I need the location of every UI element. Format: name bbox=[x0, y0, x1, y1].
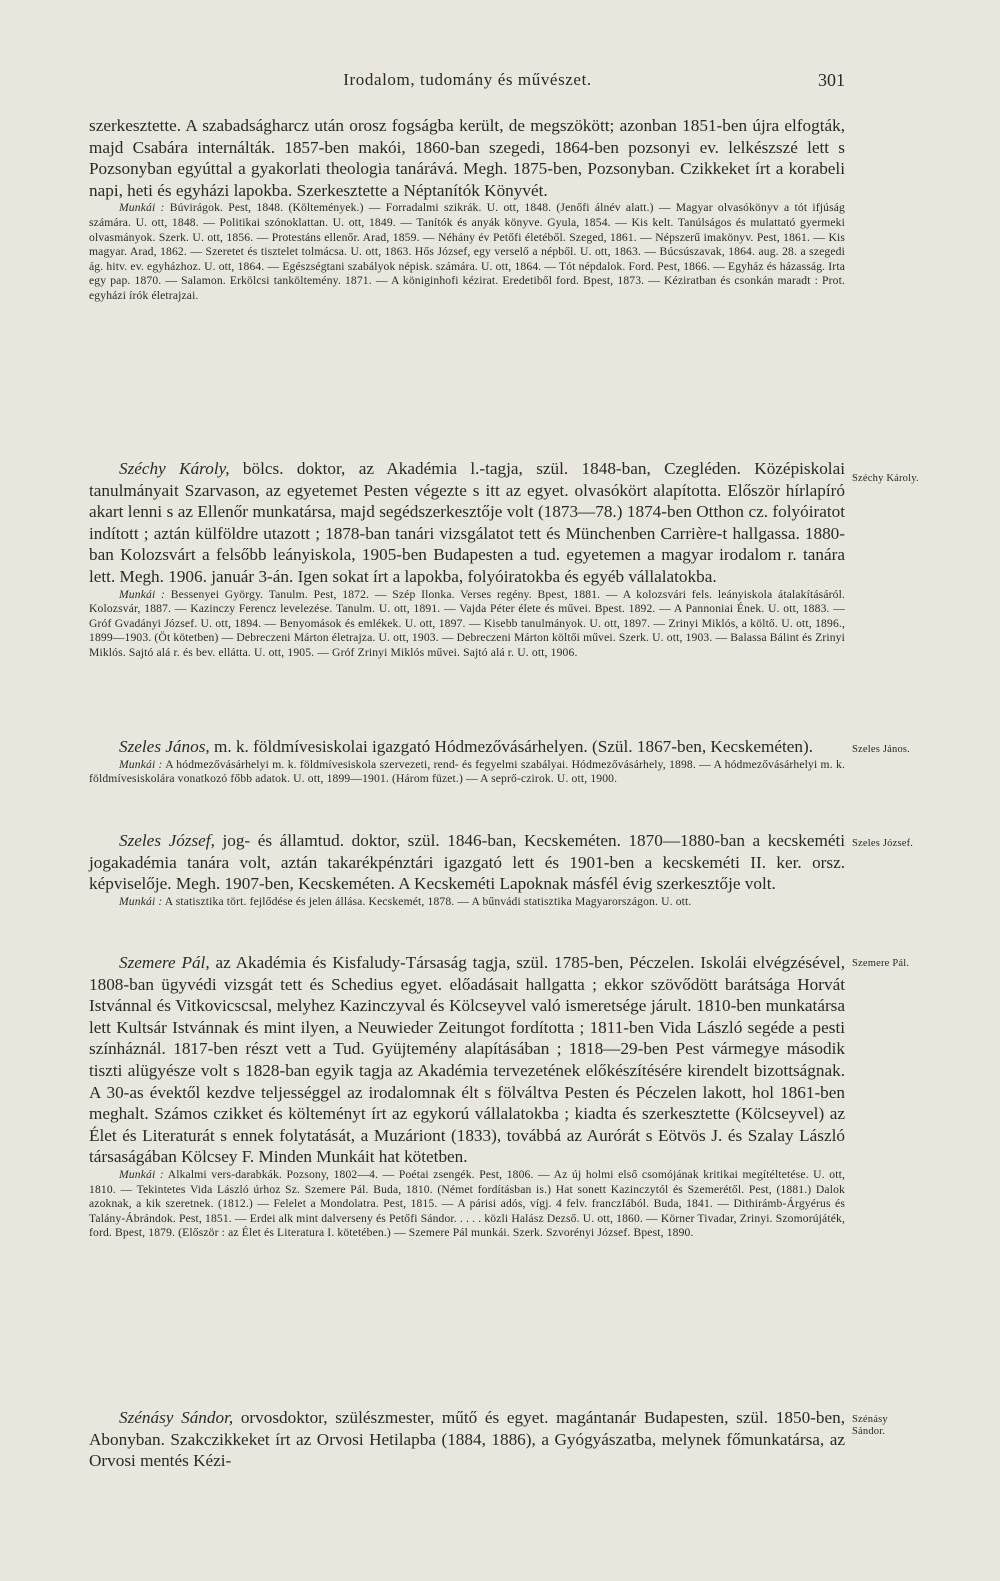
entry-text: bölcs. doktor, az Akadémia l.-tagja, szül. 1848-ban, Czegléden. Középiskolai tanulmányait Szarvason, az egyetemet Pesten végezte s itt az egyet. olvasókört alapította. Először hírlapíró akart lenni s az Ellenőr munkatársa, majd segédszerkesztője volt (1873—78.) 1874-ben Otthon cz. folyóiratot indított ; aztán külföldre utazott ; 1878-ban tanári vizsgálatot tett és Münchenben Carrière-t hallgassa. 1880-ban Kolozsvárt a felsőbb leányiskola, 1905-ben Budapesten a tud. egyetemen a magyar irodalom r. tanára lett. Megh. 1906. január 3-án. Igen sokat írt a lapokba, folyóiratokba és egyéb vállalatokba. bbox=[89, 459, 845, 586]
text-column bbox=[89, 115, 845, 1472]
entry-szeles-janos bbox=[89, 736, 845, 830]
entry-szeles-jozsef bbox=[89, 830, 845, 952]
margin-note-szenasy: Szénásy Sándor. bbox=[852, 1414, 888, 1437]
margin-note-szemere: Szemere Pál. bbox=[852, 958, 910, 969]
works-list bbox=[89, 588, 845, 661]
works-lead: Munkái : bbox=[119, 1167, 164, 1181]
works-text: Alkalmi vers-darabkák. Pozsony, 1802—4. — Poétai zsengék. Pest, 1806. — Az új holmi első csomójának kritikai megítéltetése. U. ott, 1810. — Tekintetes Vida László úrhoz Sz. Szemere Pál. Buda, 1810. (Német fordításban is.) Hat sonett Kazinczytól és Szemerétől. Pest, (1881.) Dalok azoknak, a kik szeretnek. (1812.) — Felelet a Mondolatra. Pest, 1815. — A párisi adós, vígj. 4 felv. franczIából. Buda, 1841. — Dithirámb-Árgyérus és Talány-Ábrándok. Pest, 1851. — Erdei alk mint dalverseny és Petőfi Sándor. . . . . közli Halász Dezső. U. ott, 1860. — Körner Tivadar, Zrinyi. Szomorújáték, ford. Bpest, 1879. (Először : az Élet és Literatura I. kötetében.) — Szemere Pál munkái. Szerk. Szvorényi József. Bpest, 1890. bbox=[89, 1167, 845, 1240]
entry-body bbox=[89, 458, 845, 588]
margin-note-szeles-janos: Szeles János. bbox=[852, 744, 911, 755]
works-lead: Munkái : bbox=[119, 894, 163, 908]
entry-szechy bbox=[89, 458, 845, 736]
entry-body bbox=[89, 830, 845, 895]
entry-name: Szénásy Sándor, bbox=[119, 1408, 234, 1427]
entry-text: jog- és államtud. doktor, szül. 1846-ban, Kecskeméten. 1870—1880-ban a kecskeméti jogakadémia tanára volt, aztán takarékpénztári igazgató lett és 1901-ben a kecskeméti II. ker. orsz. képviselője. Megh. 1907-ben, Kecskeméten. A Kecskeméti Lapoknak másfél évig szerkesztője volt. bbox=[89, 831, 846, 894]
entry-szenasy bbox=[89, 1407, 845, 1472]
works-lead: Munkái : bbox=[119, 201, 165, 215]
margin-note-szechy: Széchy Károly. bbox=[852, 473, 919, 484]
header-title: Irodalom, tudomány és művészet. bbox=[343, 70, 592, 89]
entry-name: Szemere Pál, bbox=[119, 953, 210, 972]
works-text: Bessenyei György. Tanulm. Pest, 1872. — Szép Ilonka. Verses regény. Bpest, 1881. — A kolozsvári fels. leányiskola átalakításáról. Kolozsvár, 1887. — Kazinczy Ferencz levelezése. Tanulm. U. ott, 1891. — Vajda Péter élete és művei. Bpest. 1892. — A Pannoniai Ének. U. ott, 1883. — Gróf Gvadányi József. U. ott, 1894. — Benyomások és emlékek. U. ott, 1897. — Kisebb tanulmányok. U. ott, 1897. — Zrinyi Miklós, a költő. U. ott, 1896., 1899—1903. (Öt kötetben) — Debreczeni Márton életrajza. U. ott, 1903. — Debreczeni Márton költői művei. Szerk. U. ott, 1903. — Balassa Bálint és Zrinyi Miklós. Sajtó alá r. és bev. ellátta. U. ott, 1905. — Gróf Zrinyi Miklós művei. Sajtó alá r. U. ott, 1906. bbox=[89, 587, 845, 659]
entry-body bbox=[89, 736, 845, 758]
entry-text: az Akadémia és Kisfaludy-Társaság tagja, szül. 1785-ben, Péczelen. Iskolái elvégzésével, 1808-ban ügyvédi vizsgát tett és Schedius egyet. előadásait hallgatta ; ekkor szövődött barátsága Horvát Istvánnal és Vitkovicscsal, melyhez Kazinczyval és Kölcseyvel való ismeretsége járult. 1810-ben munkatársa lett Kultsár Istvánnak és mint ilyen, a Neuwieder Zeitungot fordította ; 1811-ben Vida László segéde a pesti színháznál. 1817-ben részt vett a Tud. Gyüjtemény alapításában ; 1818—29-ben Pest vármegye második tiszti alügyésze volt s 1828-ban egyik tagja az Akadémia tervezetének előkészítésére kirendelt bizottságnak. A 30-as évektől kezdve teljességgel az irodalomnak élt s fölváltva Pesten és Péczelen lakott, hol 1861-ben meghalt. Számos czikket és költeményt írt az egykorú vállalatokba ; kiadta és szerkesztette (Kölcseyvel) az Élet és Literaturát s ennek folytatását, a Muzáriont (1833), továbbá az Aurórát s Eötvös J. és Szalay László társaságában Kölcsey F. Minden Munkáit hat kötetben. bbox=[89, 953, 845, 1167]
entry-text: m. k. földmívesiskolai igazgató Hódmezővásárhelyen. (Szül. 1867-ben, Kecskeméten). bbox=[209, 737, 814, 756]
running-header bbox=[90, 70, 845, 96]
works-list bbox=[89, 895, 845, 910]
entry-text: orvosdoktor, szülészmester, műtő és egyet. magántanár Budapesten, szül. 1850-ben, Abonyban. Szakczikkeket írt az Orvosi Hetilapba (1884, 1886), a Gyógyászatba, melynek főmunkatársa, az Orvosi mentés Kézi- bbox=[89, 1408, 845, 1471]
works-text: A statisztika tört. fejlődése és jelen állása. Kecskemét, 1878. — A bűnvádi statisztika Magyarországon. U. ott. bbox=[164, 894, 692, 908]
entry-continuation bbox=[89, 115, 845, 458]
works-list bbox=[89, 758, 845, 787]
page-number: 301 bbox=[818, 70, 845, 90]
works-text: Búvirágok. Pest, 1848. (Költemények.) — Forradalmi szikrák. U. ott, 1848. (Jenőfi álnév alatt.) — Magyar olvasókönyv a tót ifjúság számára. U. ott, 1848. — Politikai szónoklattan. U. ott, 1849. — Tanítók és anyák könyve. Gyula, 1854. — Kis kelt. Tanúlságos és mulattató gyermeki olvasmányok. Szerk. U. ott, 1856. — Protestáns ellenőr. Arad, 1859. — Néhány év Petőfi életéből. Szeged, 1861. — Népszerű imakönyv. Pest, 1861. — Kis magyar. Arad, 1862. — Szeretet és tisztelet tolmácsa. U. ott, 1863. Hős József, egy verselő a népből. U. ott, 1863. — Búcsúszavak, 1864. aug. 28. a szegedi ág. hitv. ev. egyházhoz. U. ott, 1864. — Egészségtani szabályok népisk. számára. U. ott, 1864. — Tót népdalok. Ford. Pest, 1866. — Egyház és házasság. Irta egy pap. 1870. — Salamon. Erkölcsi tanköltemény. 1871. — A königinhofi kézirat. Eredetiből ford. Bpest, 1873. — Kéziratban és csonkán maradt : Prot. egyházi írók életrajzai. bbox=[89, 201, 845, 302]
entry-name: Szeles János, bbox=[119, 737, 210, 756]
entry-body bbox=[89, 952, 845, 1168]
entry-szemere bbox=[89, 952, 845, 1407]
works-list bbox=[89, 1168, 845, 1241]
entry-name: Széchy Károly, bbox=[119, 459, 230, 478]
margin-note-szeles-jozsef: Szeles József. bbox=[852, 838, 914, 849]
entry-body: szerkesztette. A szabadságharcz után orosz fogságba került, de megszökött; azonban 1851-ben újra elfogták, majd Csabára internálták. 1857-ben makói, 1860-ban szegedi, 1864-ben pozsonyi ev. lelkészszé lett s Pozsonyban egyúttal a gyakorlati theologia tanárává. Megh. 1875-ben, Pozsonyban. Czikkeket írt a korabeli napi, heti és egyházi lapokba. Szerkesztette a Néptanítók Könyvét. bbox=[89, 116, 845, 200]
works-list bbox=[89, 201, 845, 303]
works-lead: Munkái : bbox=[119, 587, 166, 601]
entry-name: Szeles József, bbox=[119, 831, 215, 850]
works-text: A hódmezővásárhelyi m. k. földmívesiskola szervezeti, rend- és fegyelmi szabályai. Hódmezővásárhely, 1898. — A hódmezővásárhelyi m. k. földmívesiskolára vonatkozó főbb adatok. U. ott, 1899—1901. (Három füzet.) — A seprő-czirok. U. ott, 1900. bbox=[89, 757, 846, 786]
works-lead: Munkái : bbox=[119, 757, 163, 771]
entry-body bbox=[89, 1407, 845, 1472]
